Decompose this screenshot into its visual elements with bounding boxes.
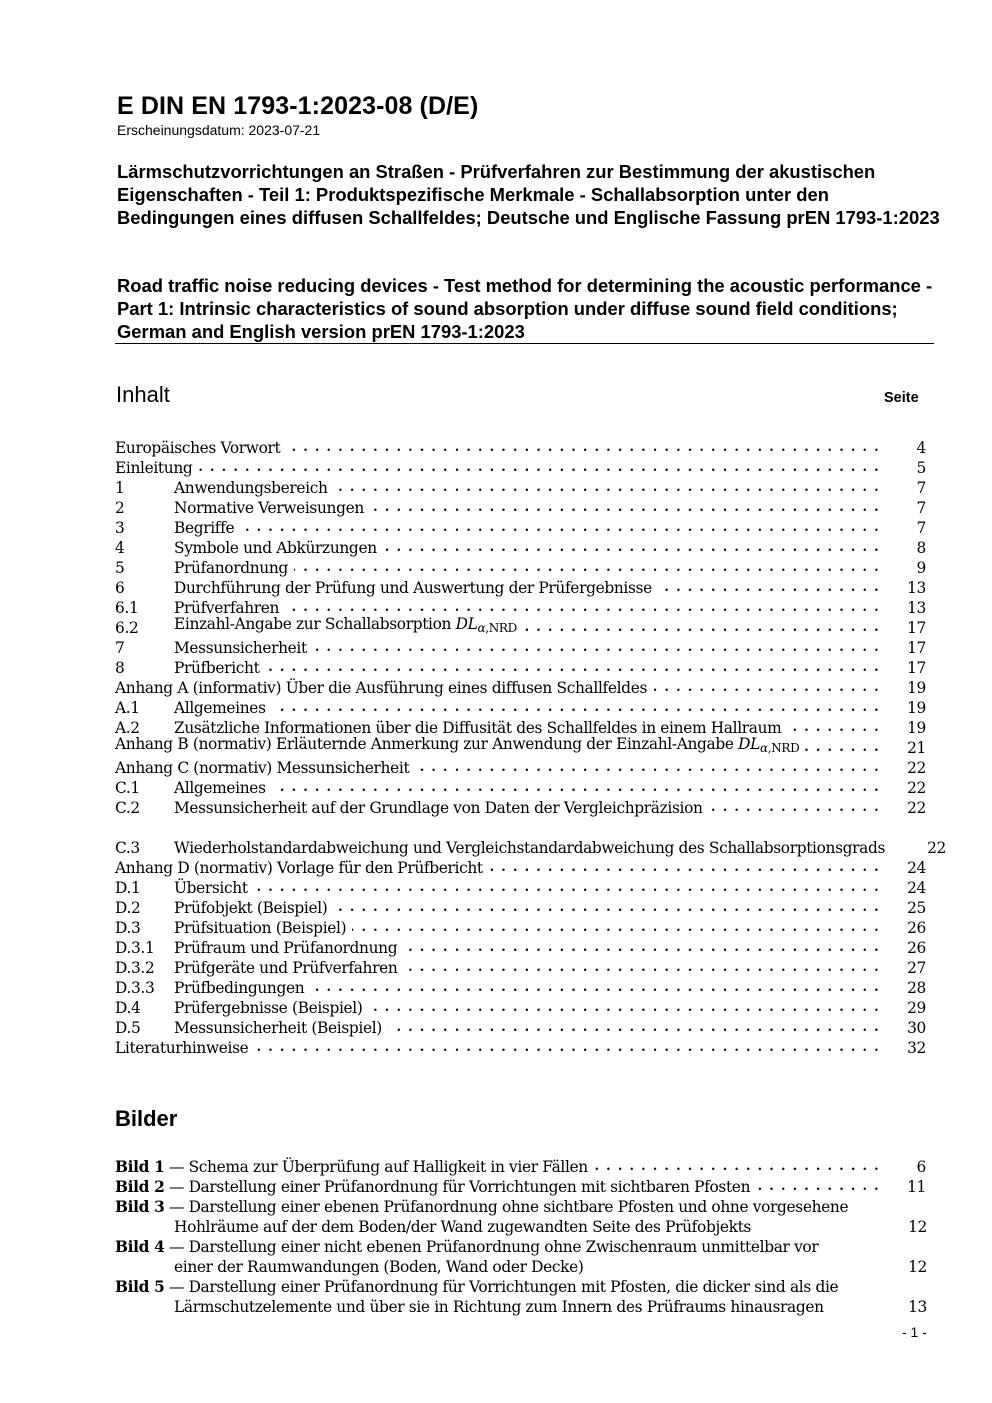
toc-entry-title bbox=[174, 998, 363, 1018]
toc-entry-number: D.3 bbox=[115, 919, 141, 937]
toc-entry[interactable] bbox=[115, 1018, 926, 1038]
toc-entry-title bbox=[174, 518, 234, 538]
toc-entry-page: 22 bbox=[907, 759, 926, 777]
toc-entry[interactable] bbox=[115, 878, 926, 898]
toc-entry[interactable] bbox=[115, 498, 926, 518]
figure-entry[interactable] bbox=[115, 1197, 926, 1237]
toc-entry-number: 6 bbox=[115, 579, 125, 597]
toc-entry-page: 21 bbox=[907, 739, 926, 757]
figure-entry-page: 12 bbox=[908, 1218, 927, 1236]
toc-entry[interactable] bbox=[115, 938, 926, 958]
toc-entry-title bbox=[174, 778, 266, 798]
dot-leader bbox=[272, 702, 880, 714]
toc-entry-page: 13 bbox=[907, 599, 926, 617]
toc-entry-text: Anwendungsbereich bbox=[174, 479, 328, 497]
page-number: - 1 - bbox=[902, 1324, 927, 1340]
dot-leader bbox=[383, 542, 880, 554]
figure-label: Bild 5 bbox=[115, 1278, 165, 1296]
toc-entry[interactable] bbox=[115, 478, 926, 498]
toc-entry-text: Anhang B (normativ) Erläuternde Anmerkung zur Anwendung der Einzahl-Angabe bbox=[115, 735, 734, 753]
figure-caption: — Darstellung einer nicht ebenen Prüfanordnung ohne Zwischenraum unmittelbar vor bbox=[168, 1238, 819, 1256]
dot-leader bbox=[265, 662, 880, 674]
toc-entry-text: Prüfbericht bbox=[174, 659, 260, 677]
toc-entry-title bbox=[174, 798, 703, 818]
figure-entry[interactable] bbox=[115, 1177, 926, 1197]
toc-entry-number: 7 bbox=[115, 639, 125, 657]
toc-entry-number: D.4 bbox=[115, 999, 141, 1017]
toc-entry-number: D.3.1 bbox=[115, 939, 155, 957]
toc-entry-text: Prüfverfahren bbox=[174, 599, 280, 617]
figure-caption: — Darstellung einer ebenen Prüfanordnung ohne sichtbare Pfosten und ohne vorgesehene bbox=[168, 1198, 849, 1216]
toc-entry-text: Allgemeines bbox=[174, 779, 266, 797]
symbol-subscript: ,NRD bbox=[767, 741, 800, 755]
toc-entry[interactable] bbox=[115, 998, 926, 1018]
toc-entry-page: 32 bbox=[907, 1039, 926, 1057]
toc-entry-page: 7 bbox=[916, 499, 926, 517]
toc-entry-number: 3 bbox=[115, 519, 125, 537]
toc-entry-text: Literaturhinweise bbox=[115, 1039, 249, 1057]
toc-entry[interactable] bbox=[115, 758, 926, 778]
toc-entry-title bbox=[174, 498, 364, 518]
figure-entry-title bbox=[115, 1237, 875, 1277]
toc-entry-text: Messunsicherheit bbox=[174, 639, 307, 657]
title-divider bbox=[115, 343, 934, 344]
toc-entry-page: 19 bbox=[907, 679, 926, 697]
toc-entry-number: C.2 bbox=[115, 799, 140, 817]
toc-entry[interactable] bbox=[115, 918, 926, 938]
toc-entry-text: Messunsicherheit auf der Grundlage von Daten der Vergleichpräzision bbox=[174, 799, 703, 817]
figure-label: Bild 1 bbox=[115, 1158, 165, 1176]
figure-entry-page: 11 bbox=[907, 1178, 926, 1196]
toc-entry[interactable] bbox=[115, 1038, 926, 1058]
toc-entry[interactable] bbox=[115, 615, 926, 638]
toc-entry[interactable] bbox=[115, 438, 926, 458]
toc-entry-page: 7 bbox=[916, 519, 926, 537]
toc-entry[interactable] bbox=[115, 658, 926, 678]
dot-leader bbox=[523, 622, 880, 634]
toc-entry-title bbox=[174, 578, 652, 598]
toc-entry-text: Prüfobjekt (Beispiel) bbox=[174, 899, 328, 917]
toc-entry-page: 28 bbox=[907, 979, 926, 997]
dot-leader bbox=[352, 922, 880, 934]
toc-entry-title bbox=[115, 1038, 248, 1058]
toc-entry-title bbox=[115, 858, 483, 878]
toc-entry-page: 4 bbox=[916, 439, 926, 457]
figure-entry-title bbox=[115, 1197, 875, 1237]
toc-entry-page: 19 bbox=[907, 719, 926, 737]
toc-entry-text: Anhang A (informativ) Über die Ausführung eines diffusen Schallfeldes bbox=[115, 679, 647, 697]
figures-heading: Bilder bbox=[115, 1106, 178, 1131]
toc-entry-page: 9 bbox=[916, 559, 926, 577]
toc-entry-number: D.5 bbox=[115, 1019, 141, 1037]
dot-leader bbox=[285, 602, 880, 614]
dot-leader bbox=[489, 862, 880, 874]
toc-entry-number: D.2 bbox=[115, 899, 141, 917]
toc-entry-number: A.1 bbox=[115, 699, 140, 717]
toc-entry-title bbox=[174, 558, 288, 578]
figure-entry-page: 12 bbox=[908, 1258, 927, 1276]
toc-entry-number: 2 bbox=[115, 499, 125, 517]
toc-entry-title bbox=[174, 478, 328, 498]
toc-entry-text: Anhang D (normativ) Vorlage für den Prüfbericht bbox=[115, 859, 483, 877]
toc-entry-page: 8 bbox=[916, 539, 926, 557]
toc-entry-page: 7 bbox=[916, 479, 926, 497]
toc-entry[interactable] bbox=[115, 798, 926, 818]
figure-entry[interactable] bbox=[115, 1277, 926, 1317]
dot-leader bbox=[403, 962, 880, 974]
toc-entry-page: 19 bbox=[907, 699, 926, 717]
toc-entry-page: 24 bbox=[907, 859, 926, 877]
toc-entry[interactable] bbox=[115, 458, 926, 478]
dot-leader bbox=[294, 562, 880, 574]
figure-entry-title bbox=[115, 1157, 588, 1177]
toc-entry-text: Prüfanordnung bbox=[174, 559, 288, 577]
title-german: Lärmschutzvorrichtungen an Straßen - Prüfverfahren zur Bestimmung der akustischen Eigenschaften - Teil 1: Produktspezifische Merkmale - Schallabsorption unter den Bedingungen eines diffusen Schallfeldes; Deutsche und Englische Fassung prEN 1793-1:2023 bbox=[117, 161, 940, 228]
dot-leader bbox=[313, 642, 880, 654]
toc-entry[interactable] bbox=[115, 538, 926, 558]
toc-entry-title bbox=[174, 978, 304, 998]
toc-entry-page: 22 bbox=[907, 779, 926, 797]
toc-entry-title bbox=[174, 638, 307, 658]
figure-label: Bild 3 bbox=[115, 1198, 165, 1216]
toc-entry-page: 24 bbox=[907, 879, 926, 897]
toc-entry-number: C.3 bbox=[115, 839, 140, 857]
table-of-contents bbox=[115, 438, 946, 1058]
figure-caption-continued: Hohlräume auf der dem Boden/der Wand zugewandten Seite des Prüfobjekts bbox=[174, 1218, 751, 1236]
document-id: E DIN EN 1793-1:2023-08 (D/E) bbox=[117, 92, 479, 120]
dot-leader bbox=[334, 482, 880, 494]
toc-entry-title bbox=[115, 758, 409, 778]
toc-entry-title bbox=[174, 938, 397, 958]
toc-entry-page: 25 bbox=[907, 899, 926, 917]
dot-leader bbox=[254, 1042, 880, 1054]
symbol-dl-alpha-nrd: DL bbox=[738, 735, 761, 753]
toc-entry-number: D.3.2 bbox=[115, 959, 155, 977]
dot-leader bbox=[369, 1002, 880, 1014]
page-column-label: Seite bbox=[884, 390, 919, 406]
title-english: Road traffic noise reducing devices - Test method for determining the acoustic performance - Part 1: Intrinsic characteristics of sound absorption under diffuse sound field conditions; German and English version prEN 1793-1:2023 bbox=[117, 275, 933, 342]
list-of-figures bbox=[115, 1157, 926, 1317]
toc-entry-page: 27 bbox=[907, 959, 926, 977]
figure-entry-title bbox=[115, 1277, 875, 1317]
toc-entry-title bbox=[174, 538, 377, 558]
dot-leader bbox=[198, 462, 880, 474]
toc-entry-page: 5 bbox=[916, 459, 926, 477]
toc-entry-text: Prüfsituation (Beispiel) bbox=[174, 919, 347, 937]
toc-entry-text: Symbole und Abkürzungen bbox=[174, 539, 377, 557]
toc-entry-page: 26 bbox=[907, 939, 926, 957]
figure-caption: — Darstellung einer Prüfanordnung für Vorrichtungen mit Pfosten, die dicker sind als die bbox=[168, 1278, 839, 1296]
toc-entry-number: 4 bbox=[115, 539, 125, 557]
toc-entry-title bbox=[115, 438, 280, 458]
toc-entry-number: 5 bbox=[115, 559, 125, 577]
toc-entry-title bbox=[174, 838, 894, 858]
dot-leader bbox=[787, 722, 880, 734]
toc-entry-text: Einleitung bbox=[115, 459, 193, 477]
toc-entry-text: Durchführung der Prüfung und Auswertung der Prüfergebnisse bbox=[174, 579, 652, 597]
figure-entry-page: 13 bbox=[908, 1298, 927, 1316]
toc-entry-number: C.1 bbox=[115, 779, 140, 797]
figure-caption: — Darstellung einer Prüfanordnung für Vorrichtungen mit sichtbaren Pfosten bbox=[168, 1178, 751, 1196]
toc-entry-number: 6.1 bbox=[115, 599, 139, 617]
toc-entry-text: Normative Verweisungen bbox=[174, 499, 364, 517]
symbol-subscript-greek: α bbox=[760, 741, 768, 755]
toc-entry[interactable] bbox=[115, 558, 926, 578]
contents-heading: Inhalt bbox=[116, 382, 170, 407]
toc-entry-text: Wiederholstandardabweichung und Vergleichstandardabweichung des Schallabsorptionsgrads bbox=[174, 839, 886, 857]
toc-entry-number: 1 bbox=[115, 479, 125, 497]
toc-entry-title bbox=[174, 658, 259, 678]
toc-entry-title bbox=[174, 918, 346, 938]
dot-leader bbox=[240, 522, 880, 534]
toc-entry-title bbox=[115, 678, 647, 698]
toc-entry-title bbox=[174, 958, 397, 978]
dot-leader bbox=[272, 782, 880, 794]
figure-caption-continued: einer der Raumwandungen (Boden, Wand oder Decke) bbox=[174, 1258, 584, 1276]
toc-entry-number: 8 bbox=[115, 659, 125, 677]
toc-entry-title bbox=[174, 898, 327, 918]
toc-entry-text: Prüfergebnisse (Beispiel) bbox=[174, 999, 363, 1017]
toc-entry-text: Übersicht bbox=[174, 879, 248, 897]
toc-entry-text: Zusätzliche Informationen über die Diffusität des Schallfeldes in einem Hallraum bbox=[174, 719, 782, 737]
symbol-subscript: ,NRD bbox=[485, 621, 517, 635]
dot-leader bbox=[388, 1022, 880, 1034]
dot-leader bbox=[805, 742, 880, 754]
dot-leader bbox=[286, 442, 880, 454]
figure-entry[interactable] bbox=[115, 1237, 926, 1277]
toc-entry-title bbox=[115, 734, 799, 758]
figure-label: Bild 4 bbox=[115, 1238, 165, 1256]
figure-entry-title bbox=[115, 1177, 750, 1197]
figure-label: Bild 2 bbox=[115, 1178, 165, 1196]
toc-entry[interactable] bbox=[115, 858, 926, 878]
toc-entry-title bbox=[174, 614, 517, 638]
dot-leader bbox=[594, 1161, 880, 1173]
toc-entry-number: A.2 bbox=[115, 719, 140, 737]
symbol-subscript-greek: α bbox=[477, 621, 486, 635]
toc-entry-text: Einzahl-Angabe zur Schallabsorption bbox=[174, 615, 452, 633]
toc-entry-title bbox=[174, 698, 266, 718]
toc-entry-page: 22 bbox=[927, 839, 946, 857]
toc-entry[interactable] bbox=[115, 578, 926, 598]
figure-caption-continued: Lärmschutzelemente und über sie in Richtung zum Innern des Prüfraums hinausragen bbox=[174, 1298, 824, 1316]
figure-entry[interactable] bbox=[115, 1157, 926, 1177]
toc-entry-text: Allgemeines bbox=[174, 699, 266, 717]
dot-leader bbox=[310, 982, 880, 994]
symbol-dl-alpha-nrd: DL bbox=[455, 615, 478, 633]
toc-entry-page: 26 bbox=[907, 919, 926, 937]
dot-leader bbox=[653, 682, 880, 694]
toc-entry-page: 17 bbox=[907, 659, 926, 677]
toc-entry-title bbox=[174, 878, 248, 898]
toc-entry[interactable] bbox=[115, 778, 926, 798]
dot-leader bbox=[333, 902, 880, 914]
dot-leader bbox=[403, 942, 880, 954]
toc-entry-title bbox=[115, 458, 192, 478]
toc-entry[interactable] bbox=[115, 698, 926, 718]
toc-entry[interactable] bbox=[115, 818, 946, 858]
toc-entry-text: Messunsicherheit (Beispiel) bbox=[174, 1019, 382, 1037]
dot-leader bbox=[709, 802, 880, 814]
toc-entry-page: 13 bbox=[907, 579, 926, 597]
dot-leader bbox=[370, 502, 880, 514]
toc-entry-text: Prüfbedingungen bbox=[174, 979, 305, 997]
toc-entry-page: 22 bbox=[907, 799, 926, 817]
toc-entry[interactable] bbox=[115, 638, 926, 658]
toc-entry-text: Anhang C (normativ) Messunsicherheit bbox=[115, 759, 410, 777]
figure-caption: — Schema zur Überprüfung auf Halligkeit in vier Fällen bbox=[168, 1158, 588, 1176]
toc-entry[interactable] bbox=[115, 978, 926, 998]
toc-entry-text: Europäisches Vorwort bbox=[115, 439, 281, 457]
toc-entry-number: 6.2 bbox=[115, 619, 139, 637]
publication-date: Erscheinungsdatum: 2023-07-21 bbox=[117, 122, 321, 138]
toc-entry-page: 17 bbox=[907, 619, 926, 637]
toc-entry[interactable] bbox=[115, 735, 926, 758]
figure-entry-page: 6 bbox=[916, 1158, 926, 1176]
dot-leader bbox=[254, 882, 880, 894]
toc-entry[interactable] bbox=[115, 678, 926, 698]
toc-entry-number: D.3.3 bbox=[115, 979, 155, 997]
toc-entry-text: Prüfgeräte und Prüfverfahren bbox=[174, 959, 398, 977]
toc-entry-page: 29 bbox=[907, 999, 926, 1017]
toc-entry[interactable] bbox=[115, 518, 926, 538]
toc-entry-page: 17 bbox=[907, 639, 926, 657]
dot-leader bbox=[756, 1181, 880, 1193]
toc-entry[interactable] bbox=[115, 958, 926, 978]
dot-leader bbox=[658, 582, 880, 594]
dot-leader bbox=[415, 762, 880, 774]
toc-entry[interactable] bbox=[115, 898, 926, 918]
toc-entry-page: 30 bbox=[907, 1019, 926, 1037]
toc-entry-title bbox=[174, 1018, 382, 1038]
toc-entry-text: Prüfraum und Prüfanordnung bbox=[174, 939, 398, 957]
toc-entry-text: Begriffe bbox=[174, 519, 235, 537]
toc-entry-number: D.1 bbox=[115, 879, 141, 897]
